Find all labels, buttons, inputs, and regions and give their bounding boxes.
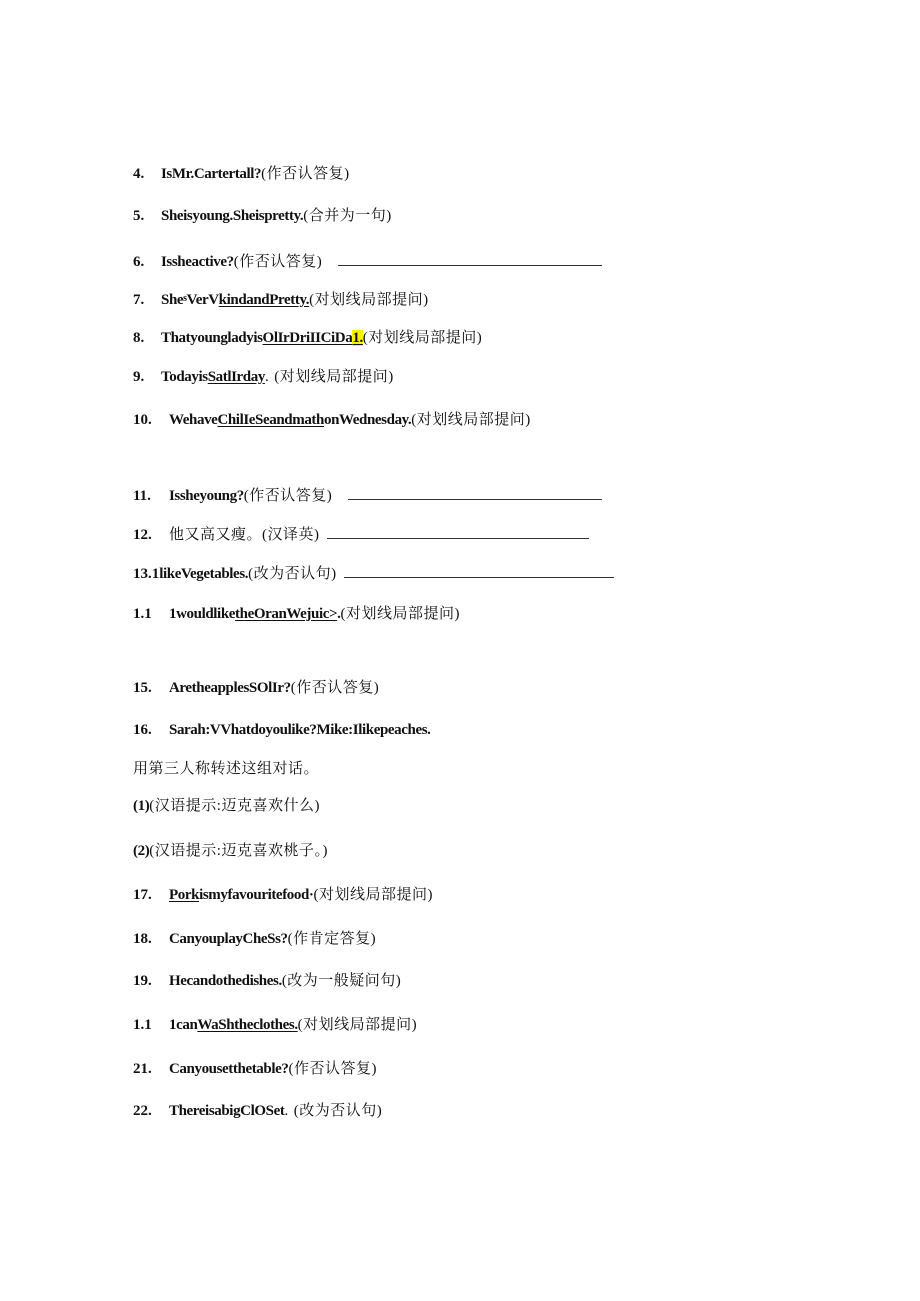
question-number: 17. (133, 887, 152, 903)
underlined-part: OlIrDriIICiDa (262, 330, 353, 346)
instruction: (作否认答复) (261, 166, 350, 182)
instruction: (汉译英) (262, 527, 320, 543)
question-text: Issheactive? (161, 254, 234, 270)
question-text: Todayis (161, 369, 208, 385)
question-number: 13.1 (133, 566, 160, 582)
answer-blank[interactable] (344, 563, 614, 578)
answer-blank[interactable] (348, 485, 602, 500)
question-text: Sarah:VVhatdoyoulike?Mike:Ilikepeaches. (169, 722, 431, 738)
question-text: ThereisabigClOSet (169, 1103, 285, 1119)
question-22 (133, 1101, 382, 1121)
question-11 (133, 485, 602, 506)
question-number: 4. (133, 166, 145, 182)
instruction: (作否认答复) (288, 1061, 377, 1077)
answer-blank[interactable] (338, 251, 602, 266)
question-text: Canyousetthetable? (169, 1061, 289, 1077)
question-text: 1can (169, 1017, 198, 1033)
question-text: IsMr.Cartertall? (161, 166, 262, 182)
question-15 (133, 678, 379, 698)
question-number: 16. (133, 722, 152, 738)
question-number: 18. (133, 931, 152, 947)
question-text: She (161, 292, 184, 308)
question-text: . (337, 606, 341, 622)
question-number: 12. (133, 527, 152, 543)
question-number: 21. (133, 1061, 152, 1077)
instruction: (对划线局部提问) (340, 606, 460, 622)
sub-number: (2) (133, 843, 150, 859)
underlined-part: theOranWejuic> (235, 606, 338, 622)
question-5 (133, 206, 392, 226)
question-text: . (264, 369, 269, 385)
question-text: Issheyoung? (169, 488, 244, 504)
question-number: 19. (133, 973, 152, 989)
question-text: 1wouldlike (169, 606, 236, 622)
question-text: likeVegetables. (159, 566, 249, 582)
question-number: 15. (133, 680, 152, 696)
question-number: 5. (133, 208, 145, 224)
question-7 (133, 289, 429, 310)
underlined-part: Pork (169, 887, 200, 903)
instruction: (改为否认句) (293, 1103, 383, 1119)
instruction: (改为一般疑问句) (281, 973, 402, 989)
question-text: AretheapplesSOlIr? (169, 680, 291, 696)
question-13 (133, 563, 614, 584)
question-text: VerV (186, 292, 219, 308)
instruction: (作肯定答复) (287, 931, 377, 947)
underlined-part: WaShtheclothes. (197, 1017, 298, 1033)
instruction: 用第三人称转述这组对话。 (133, 761, 320, 777)
question-text: Sheisyoung.Sheispretty. (161, 208, 304, 224)
instruction: (改为否认句) (248, 566, 337, 582)
highlighted-part: 1. (352, 330, 363, 346)
question-16-instruction (133, 759, 319, 779)
question-number: 9. (133, 369, 145, 385)
sub-number: (1) (133, 798, 150, 814)
question-14 (133, 604, 460, 624)
question-text: 他又高又瘦。 (169, 527, 263, 543)
question-21 (133, 1059, 377, 1079)
question-text: Wehave (169, 412, 218, 428)
question-16 (133, 720, 431, 740)
question-text: CanyouplayCheSs? (169, 931, 288, 947)
question-16-part-1 (133, 796, 320, 816)
question-number: 7. (133, 292, 145, 308)
instruction: (对划线局部提问) (313, 887, 434, 903)
question-8 (133, 328, 482, 348)
question-text: . (284, 1103, 288, 1119)
instruction: (合并为一句) (303, 208, 392, 224)
question-16-part-2 (133, 841, 328, 861)
question-4 (133, 164, 350, 184)
hint: (汉语提示:迈克喜欢桃子。) (149, 843, 328, 859)
instruction: (对划线局部提问) (362, 330, 483, 346)
underlined-part: ChilIeSeandmath (217, 412, 324, 428)
instruction: (对划线局部提问) (297, 1017, 418, 1033)
question-number: 10. (133, 412, 152, 428)
question-10 (133, 410, 531, 430)
question-text: onWednesday. (323, 412, 412, 428)
underlined-part: SatlIrday (207, 369, 265, 385)
question-12 (133, 524, 589, 545)
question-6 (133, 251, 602, 272)
underlined-part: kindandPretty. (218, 292, 310, 308)
question-number: 1.1 (133, 606, 152, 622)
question-number: 8. (133, 330, 145, 346)
question-text: Thatyoungladyis (161, 330, 263, 346)
apostrophe-fragment: s (183, 293, 187, 304)
hint: (汉语提示:迈克喜欢什么) (149, 798, 320, 814)
question-number: 11. (133, 488, 151, 504)
question-19 (133, 971, 401, 991)
question-text: Hecandothedishes. (169, 973, 282, 989)
instruction: (作否认答复) (290, 680, 380, 696)
question-number: 1.1 (133, 1017, 152, 1033)
question-20 (133, 1015, 417, 1035)
instruction: (作否认答复) (233, 254, 323, 270)
question-18 (133, 929, 376, 949)
answer-blank[interactable] (327, 524, 589, 539)
question-9 (133, 367, 394, 387)
question-number: 6. (133, 254, 145, 270)
instruction: (作否认答复) (243, 488, 333, 504)
instruction: (对划线局部提问) (411, 412, 531, 428)
question-number: 22. (133, 1103, 152, 1119)
instruction: (对划线局部提问) (309, 292, 429, 308)
question-17 (133, 885, 433, 905)
question-text: ismyfavouritefood· (199, 887, 314, 903)
instruction: (对划线局部提问) (274, 369, 394, 385)
